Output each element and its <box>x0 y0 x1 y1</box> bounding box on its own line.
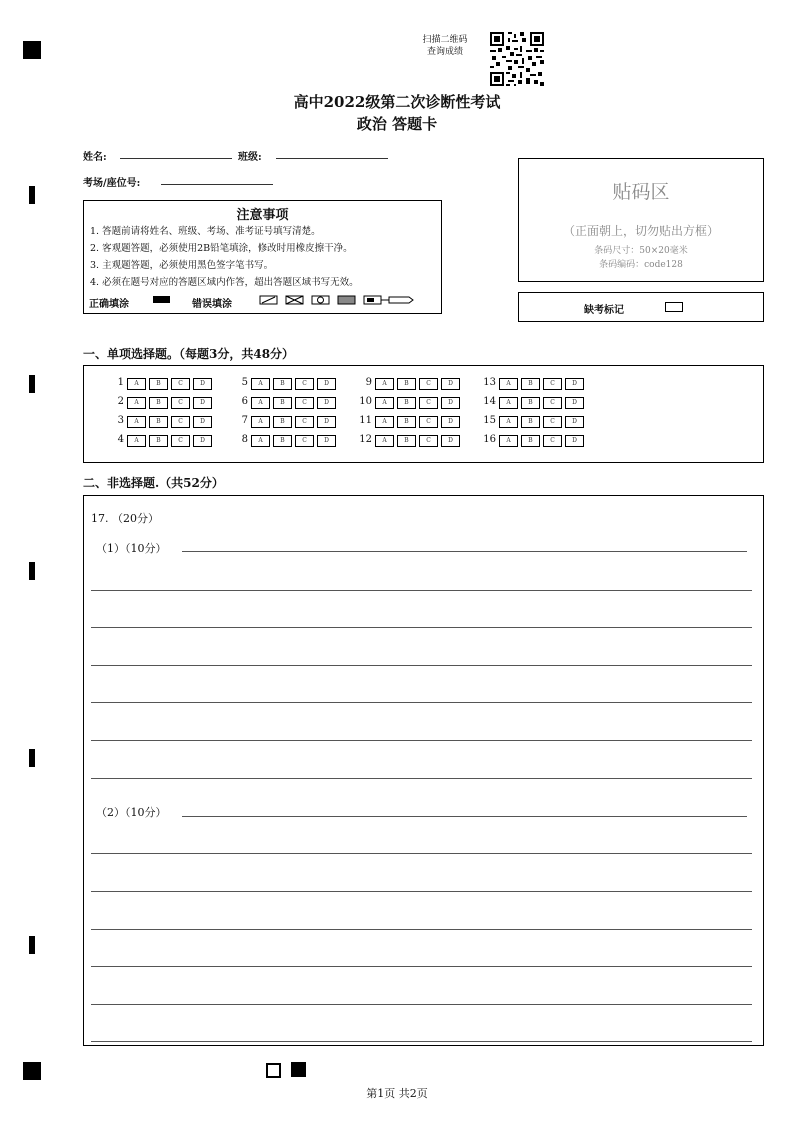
answer-bubble-option[interactable]: B <box>397 416 416 428</box>
question-number: 14 <box>483 396 496 407</box>
question-number: 10 <box>359 396 372 407</box>
answer-bubble-option[interactable]: D <box>317 397 336 409</box>
qr-caption-line2: 查询成绩 <box>426 47 463 57</box>
answer-bubble-option[interactable]: D <box>441 378 460 390</box>
answer-bubble-option[interactable]: A <box>127 416 146 428</box>
registration-mark-side <box>29 562 35 580</box>
name-field[interactable] <box>120 158 232 159</box>
section1-title: 一、单项选择题。（每题3分，共48分） <box>83 347 295 361</box>
answer-bubble-option[interactable]: D <box>317 435 336 447</box>
answer-bubble-option[interactable]: C <box>419 435 438 447</box>
answer-bubble-option[interactable]: C <box>419 378 438 390</box>
answer-bubble-option[interactable]: C <box>543 378 562 390</box>
exam-title: 高中2022级第二次诊断性考试 <box>293 93 501 111</box>
answer-line[interactable] <box>182 551 747 552</box>
answer-bubble-option[interactable]: C <box>543 397 562 409</box>
qr-caption-line1: 扫描二维码 <box>422 35 468 45</box>
barcode-area-title: 贴码区 <box>612 181 670 203</box>
question-number: 8 <box>241 434 248 445</box>
answer-bubble-option[interactable]: D <box>565 378 584 390</box>
answer-bubble-option[interactable]: B <box>521 416 540 428</box>
answer-line[interactable] <box>91 966 752 967</box>
answer-bubble-option[interactable]: C <box>171 435 190 447</box>
answer-bubble-option[interactable]: C <box>295 416 314 428</box>
answer-bubble-option[interactable]: A <box>127 397 146 409</box>
part1-label: （1）（10分） <box>96 542 167 555</box>
exam-subtitle: 政治 答题卡 <box>356 115 438 133</box>
barcode-area-subtitle: （正面朝上，切勿贴出方框） <box>562 224 719 238</box>
answer-bubble-option[interactable]: B <box>397 378 416 390</box>
absent-mark-box <box>518 292 764 322</box>
registration-mark-side <box>29 186 35 204</box>
answer-bubble-option[interactable]: C <box>171 378 190 390</box>
question-number: 5 <box>241 377 248 388</box>
answer-bubble-option[interactable]: C <box>419 397 438 409</box>
answer-bubble-option[interactable]: A <box>375 416 394 428</box>
qr-caption <box>400 34 490 58</box>
answer-bubble-option[interactable]: B <box>397 397 416 409</box>
registration-mark-top-left <box>23 41 41 59</box>
answer-line[interactable] <box>91 665 752 666</box>
answer-bubble-option[interactable]: C <box>171 397 190 409</box>
answer-line[interactable] <box>91 891 752 892</box>
answer-line[interactable] <box>91 590 752 591</box>
registration-mark-side <box>29 375 35 393</box>
answer-line[interactable] <box>91 740 752 741</box>
page-number: 第1页 共2页 <box>366 1087 428 1100</box>
answer-line[interactable] <box>91 853 752 854</box>
answer-bubble-option[interactable]: C <box>543 435 562 447</box>
answer-bubble-option[interactable]: A <box>251 416 270 428</box>
answer-bubble-option[interactable]: C <box>171 416 190 428</box>
answer-bubble-option[interactable]: B <box>149 378 168 390</box>
answer-line[interactable] <box>182 816 747 817</box>
answer-bubble-option[interactable]: B <box>521 378 540 390</box>
answer-bubble-option[interactable]: B <box>149 435 168 447</box>
answer-bubble-option[interactable]: D <box>565 435 584 447</box>
answer-bubble-option[interactable]: B <box>521 397 540 409</box>
answer-bubble-option[interactable]: D <box>193 435 212 447</box>
answer-bubble-option[interactable]: D <box>441 416 460 428</box>
question-number: 13 <box>483 377 496 388</box>
question-number: 6 <box>241 396 248 407</box>
qr-code-icon[interactable] <box>490 32 544 86</box>
answer-bubble-option[interactable]: A <box>499 397 518 409</box>
answer-bubble-option[interactable]: A <box>499 378 518 390</box>
answer-bubble-option[interactable]: B <box>149 397 168 409</box>
absent-mark-label: 缺考标记 <box>584 305 624 316</box>
question-number: 1 <box>117 377 124 388</box>
answer-bubble-option[interactable]: C <box>295 397 314 409</box>
name-label: 姓名: <box>83 152 107 163</box>
answer-bubble-option[interactable]: A <box>375 397 394 409</box>
question-number: 3 <box>117 415 124 426</box>
notice-box <box>83 200 442 314</box>
answer-bubble-option[interactable]: D <box>317 416 336 428</box>
question-number: 2 <box>117 396 124 407</box>
answer-line[interactable] <box>91 627 752 628</box>
registration-mark-filled-square <box>291 1062 306 1077</box>
answer-area <box>83 495 764 1046</box>
seat-field[interactable] <box>161 184 273 185</box>
notice-line: 4. 必须在题号对应的答题区域内作答，超出答题区域书写无效。 <box>90 277 359 288</box>
correct-fill-label: 正确填涂 <box>89 299 129 310</box>
answer-bubble-option[interactable]: A <box>251 397 270 409</box>
answer-bubble-option[interactable]: B <box>273 435 292 447</box>
registration-mark-side <box>29 749 35 767</box>
answer-bubble-option[interactable]: A <box>375 435 394 447</box>
answer-bubble-option[interactable]: B <box>397 435 416 447</box>
question-number: 7 <box>241 415 248 426</box>
class-field[interactable] <box>276 158 388 159</box>
section2-title: 二、非选择题.（共52分） <box>83 476 224 490</box>
answer-bubble-option[interactable]: D <box>441 435 460 447</box>
answer-bubble-option[interactable]: D <box>565 397 584 409</box>
answer-line[interactable] <box>91 1004 752 1005</box>
barcode-sticker-area <box>518 158 764 282</box>
answer-bubble-option[interactable]: B <box>273 378 292 390</box>
answer-bubble-option[interactable]: C <box>543 416 562 428</box>
answer-bubble-option[interactable]: B <box>273 397 292 409</box>
answer-bubble-option[interactable]: A <box>499 435 518 447</box>
notice-line: 3. 主观题答题，必须使用黑色签字笔书写。 <box>90 260 274 271</box>
wrong-fill-label: 错误填涂 <box>192 299 232 310</box>
notice-title: 注意事项 <box>236 208 289 223</box>
notice-line: 1. 答题前请将姓名、班级、考场、准考证号填写清楚。 <box>90 226 321 237</box>
seat-label: 考场/座位号: <box>83 178 141 189</box>
answer-line[interactable] <box>91 702 752 703</box>
answer-bubble-option[interactable]: D <box>193 397 212 409</box>
multiple-choice-grid <box>83 365 764 463</box>
registration-mark-side <box>29 936 35 954</box>
answer-bubble-option[interactable]: D <box>317 378 336 390</box>
notice-line: 2. 客观题答题，必须使用2B铅笔填涂，修改时用橡皮擦干净。 <box>90 243 353 254</box>
answer-bubble-option[interactable]: A <box>127 378 146 390</box>
question-number: 9 <box>365 377 372 388</box>
absent-mark-checkbox[interactable] <box>665 302 683 312</box>
question-number: 4 <box>117 434 124 445</box>
answer-bubble-option[interactable]: B <box>273 416 292 428</box>
question-number: 11 <box>359 415 372 426</box>
answer-bubble-option[interactable]: A <box>127 435 146 447</box>
part2-label: （2）（10分） <box>96 806 167 819</box>
question-number: 16 <box>483 434 496 445</box>
answer-bubble-option[interactable]: D <box>193 378 212 390</box>
answer-bubble-option[interactable]: A <box>251 435 270 447</box>
question17-label: 17. （20分） <box>91 512 159 525</box>
answer-bubble-option[interactable]: C <box>295 378 314 390</box>
registration-mark-open-square <box>266 1063 281 1078</box>
answer-bubble-option[interactable]: D <box>441 397 460 409</box>
class-label: 班级: <box>238 152 262 163</box>
answer-line[interactable] <box>91 778 752 779</box>
answer-bubble-option[interactable]: C <box>419 416 438 428</box>
answer-bubble-option[interactable]: A <box>375 378 394 390</box>
answer-bubble-option[interactable]: D <box>193 416 212 428</box>
question-number: 12 <box>359 434 372 445</box>
answer-bubble-option[interactable]: D <box>565 416 584 428</box>
answer-bubble-option[interactable]: C <box>295 435 314 447</box>
correct-fill-example-icon <box>153 296 170 303</box>
answer-bubble-option[interactable]: B <box>521 435 540 447</box>
answer-bubble-option[interactable]: A <box>251 378 270 390</box>
registration-mark-bottom-left <box>23 1062 41 1080</box>
answer-line[interactable] <box>91 1041 752 1042</box>
answer-bubble-option[interactable]: B <box>149 416 168 428</box>
wrong-fill-examples-icon <box>259 294 419 306</box>
barcode-size-text: 条码尺寸：50×20毫米 <box>594 246 688 256</box>
answer-line[interactable] <box>91 929 752 930</box>
barcode-code-text: 条码编码：code128 <box>599 260 683 270</box>
question-number: 15 <box>483 415 496 426</box>
answer-bubble-option[interactable]: A <box>499 416 518 428</box>
